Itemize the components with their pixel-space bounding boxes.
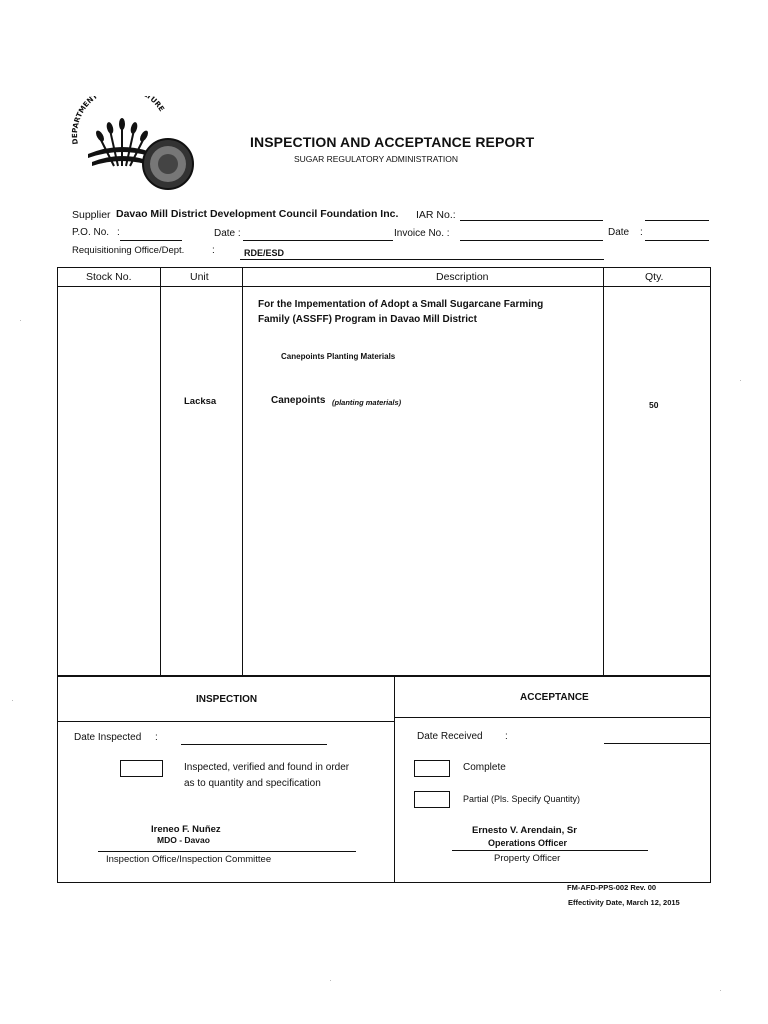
scan-speck <box>720 990 721 991</box>
col-divider-qty <box>603 267 604 676</box>
effectivity-date: Effectivity Date, March 12, 2015 <box>568 898 680 907</box>
header-unit: Unit <box>190 271 209 283</box>
invoice-label: Invoice No. : <box>394 228 450 239</box>
acceptor-title: Operations Officer <box>488 838 568 848</box>
col-divider-desc <box>242 267 243 676</box>
row-item-note: (planting materials) <box>332 398 402 407</box>
form-code: FM-AFD-PPS-002 Rev. 00 <box>567 883 657 892</box>
po-colon: : <box>117 227 120 238</box>
req-office-label: Requisitioning Office/Dept. <box>72 245 185 256</box>
section-mid-divider <box>394 675 395 882</box>
row-qty: 50 <box>649 400 659 410</box>
po-label: P.O. No. <box>72 227 110 238</box>
inspection-header-divider <box>57 721 395 722</box>
inspector-signature-line <box>98 851 356 852</box>
date-field-line[interactable] <box>243 240 393 241</box>
date-inspected-label: Date Inspected <box>74 732 142 743</box>
req-office-colon: : <box>212 245 215 256</box>
po-field-line[interactable] <box>120 240 182 241</box>
req-office-field-line[interactable] <box>240 259 604 260</box>
description-line-1: For the Impementation of Adopt a Small Sugarcane Farming <box>258 299 544 310</box>
supplier-label: Supplier <box>72 209 111 221</box>
header-stock-no: Stock No. <box>86 271 132 283</box>
inspector-role: Inspection Office/Inspection Committee <box>106 854 272 865</box>
acceptance-header: ACCEPTANCE <box>520 692 589 703</box>
inspection-header: INSPECTION <box>196 694 258 705</box>
req-office-value: RDE/ESD <box>244 248 285 258</box>
sub-heading: Canepoints Planting Materials <box>281 352 396 361</box>
invoice-field-line[interactable] <box>460 240 603 241</box>
partial-checkbox[interactable] <box>414 791 450 808</box>
description-line-2: Family (ASSFF) Program in Davao Mill District <box>258 314 477 325</box>
acceptor-signature-line <box>452 850 648 851</box>
inspector-name: Ireneo F. Nuñez <box>151 824 221 835</box>
date-label: Date : <box>214 228 241 239</box>
col-divider-unit <box>160 267 161 676</box>
report-subtitle: SUGAR REGULATORY ADMINISTRATION <box>294 154 459 164</box>
svg-text:DEPARTMENT OF AGRICULTURE <box>70 96 166 145</box>
row-unit: Lacksa <box>184 396 217 407</box>
complete-checkbox[interactable] <box>414 760 450 777</box>
date-received-field-line[interactable] <box>604 743 711 744</box>
scan-speck <box>330 980 331 981</box>
inspector-dept: MDO - Davao <box>157 835 210 845</box>
report-title: INSPECTION AND ACCEPTANCE REPORT <box>250 134 535 150</box>
complete-label: Complete <box>463 762 506 773</box>
header-qty: Qty. <box>645 271 664 283</box>
seal-text: DEPARTMENT TURE <box>70 96 167 146</box>
header-description: Description <box>436 271 489 283</box>
date-label-right: Date <box>608 227 630 238</box>
date-right-field-line[interactable] <box>645 240 709 241</box>
scan-speck <box>12 700 13 701</box>
acceptor-name: Ernesto V. Arendain, Sr <box>472 825 577 836</box>
inspected-checkbox[interactable] <box>120 760 163 777</box>
date-received-colon: : <box>505 731 508 742</box>
iar-label: IAR No.: <box>416 209 456 221</box>
items-header-divider <box>57 286 711 287</box>
department-of-agriculture-seal <box>70 96 200 196</box>
date-colon-right: : <box>640 227 643 238</box>
supplier-value: Davao Mill District Development Council Foundation Inc. <box>116 208 399 220</box>
acceptor-role: Property Officer <box>494 853 561 864</box>
inspected-check-line-2: as to quantity and specification <box>184 778 321 789</box>
date-inspected-colon: : <box>155 732 158 743</box>
partial-label: Partial (Pls. Specify Quantity) <box>463 794 581 804</box>
scan-speck <box>740 380 741 381</box>
date-inspected-field-line[interactable] <box>181 744 327 745</box>
inspected-check-line-1: Inspected, verified and found in order <box>184 762 350 773</box>
items-table <box>57 267 711 677</box>
iar-date-line-top <box>645 220 709 221</box>
scan-speck <box>20 320 21 321</box>
iar-field-line[interactable] <box>460 220 603 221</box>
row-item: Canepoints <box>271 395 326 406</box>
acceptance-header-divider <box>395 717 711 718</box>
date-received-label: Date Received <box>417 731 483 742</box>
